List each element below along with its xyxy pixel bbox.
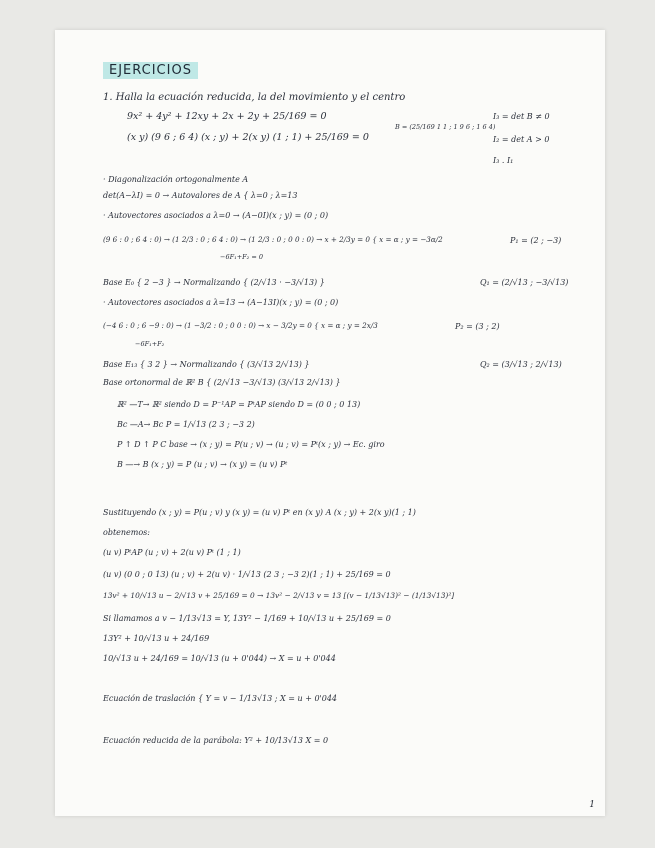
page-number: 1	[589, 800, 595, 810]
invariant-note: I₃ . I₁	[493, 156, 514, 165]
normalized-vector: Q₁ = (2/√13 ; −3/√13)	[480, 278, 569, 287]
reduced-equation: Ecuación reducida de la parábola: Y² + 10/13√13 X = 0	[103, 736, 329, 745]
text-line: 10/√13 u + 24/169 = 10/√13 (u + 0'044) → X = u + 0'044	[103, 654, 336, 663]
equation-line: 9x² + 4y² + 12xy + 2x + 2y + 25/169 = 0	[127, 111, 327, 122]
text-line: obtenemos:	[103, 528, 150, 537]
invariant-note: I₂ = det A > 0	[493, 135, 550, 144]
page-title: EJERCICIOS	[103, 62, 198, 79]
row-op-note: −6F₁+F₂	[135, 340, 165, 348]
diagram-row: ℝ² —T→ ℝ² siendo D = P⁻¹AP = PᵗAP siendo D = (0 0 ; 0 13)	[117, 400, 361, 409]
normalized-vector: Q₂ = (3/√13 ; 2/√13)	[480, 360, 562, 369]
notebook-page	[55, 30, 605, 816]
text-line: Si llamamos a v − 1/13√13 = Y, 13Y² − 1/169 + 10/√13 u + 25/169 = 0	[103, 614, 391, 623]
row-reduction: (−4 6 : 0 ; 6 −9 : 0) → (1 −3/2 : 0 ; 0 0 : 0) → x − 3/2y = 0 { x = α ; y = 2x/3	[103, 321, 378, 330]
text-line: Sustituyendo (x ; y) = P(u ; v) y (x y) = (u v) Pᵗ en (x y) A (x ; y) + 2(x y)(1 ; 1)	[103, 508, 416, 517]
text-line: Base E₀ { 2 −3 } → Normalizando { (2/√13 · −3/√13) }	[103, 278, 325, 287]
problem-statement: 1. Halla la ecuación reducida, la del movimiento y el centro	[103, 92, 406, 103]
row-reduction: (9 6 : 0 ; 6 4 : 0) → (1 2/3 : 0 ; 6 4 : 0) → (1 2/3 : 0 ; 0 0 : 0) → x + 2/3y = 0 { x = α ; y = −3α/2	[103, 235, 443, 244]
text-line: 13v² + 10/√13 u − 2/√13 v + 25/169 = 0 → 13v² − 2/√13 v = 13 [(v − 1/13√13)² − (1/13√13)²]	[103, 591, 455, 600]
text-line: · Autovectores asociados a λ=0 → (A−0I)(x ; y) = (0 ; 0)	[103, 211, 329, 220]
diagram-row: B —→ B (x ; y) = P (u ; v) → (x y) = (u v) Pᵗ	[117, 460, 288, 469]
text-line: · Autovectores asociados a λ=13 → (A−13I)(x ; y) = (0 ; 0)	[103, 298, 339, 307]
matrix-b: B = (25/169 1 1 ; 1 9 6 ; 1 6 4)	[395, 123, 496, 131]
text-line: det(A−λI) = 0 → Autovalores de A { λ=0 ; λ=13	[103, 191, 298, 200]
row-op-note: −6F₁+F₂ = 0	[220, 253, 263, 261]
text-line: 13Y² + 10/√13 u + 24/169	[103, 634, 210, 643]
eigenvector: P₁ = (2 ; −3)	[510, 236, 562, 245]
eigenvector: P₂ = (3 ; 2)	[455, 322, 500, 331]
invariant-note: I₃ = det B ≠ 0	[493, 112, 550, 121]
text-line: · Diagonalización ortogonalmente A	[103, 175, 249, 184]
translation-equation: Ecuación de traslación { Y = v − 1/13√13 ; X = u + 0'044	[103, 694, 338, 703]
text-line: (u v) PᵗAP (u ; v) + 2(u v) Pᵗ (1 ; 1)	[103, 548, 241, 557]
matrix-form: (x y) (9 6 ; 6 4) (x ; y) + 2(x y) (1 ; 1) + 25/169 = 0	[127, 132, 369, 143]
diagram-row: P ↑ D ↑ P C base → (x ; y) = P(u ; v) → (u ; v) = Pᵗ(x ; y) → Ec. giro	[117, 440, 385, 449]
text-line: Base E₁₃ { 3 2 } → Normalizando { (3/√13 2/√13) }	[103, 360, 310, 369]
diagram-row: Bc —A→ Bc P = 1/√13 (2 3 ; −3 2)	[117, 420, 255, 429]
text-line: (u v) (0 0 ; 0 13) (u ; v) + 2(u v) · 1/√13 (2 3 ; −3 2)(1 ; 1) + 25/169 = 0	[103, 570, 391, 579]
text-line: Base ortonormal de ℝ² B { (2/√13 −3/√13) (3/√13 2/√13) }	[103, 378, 341, 387]
